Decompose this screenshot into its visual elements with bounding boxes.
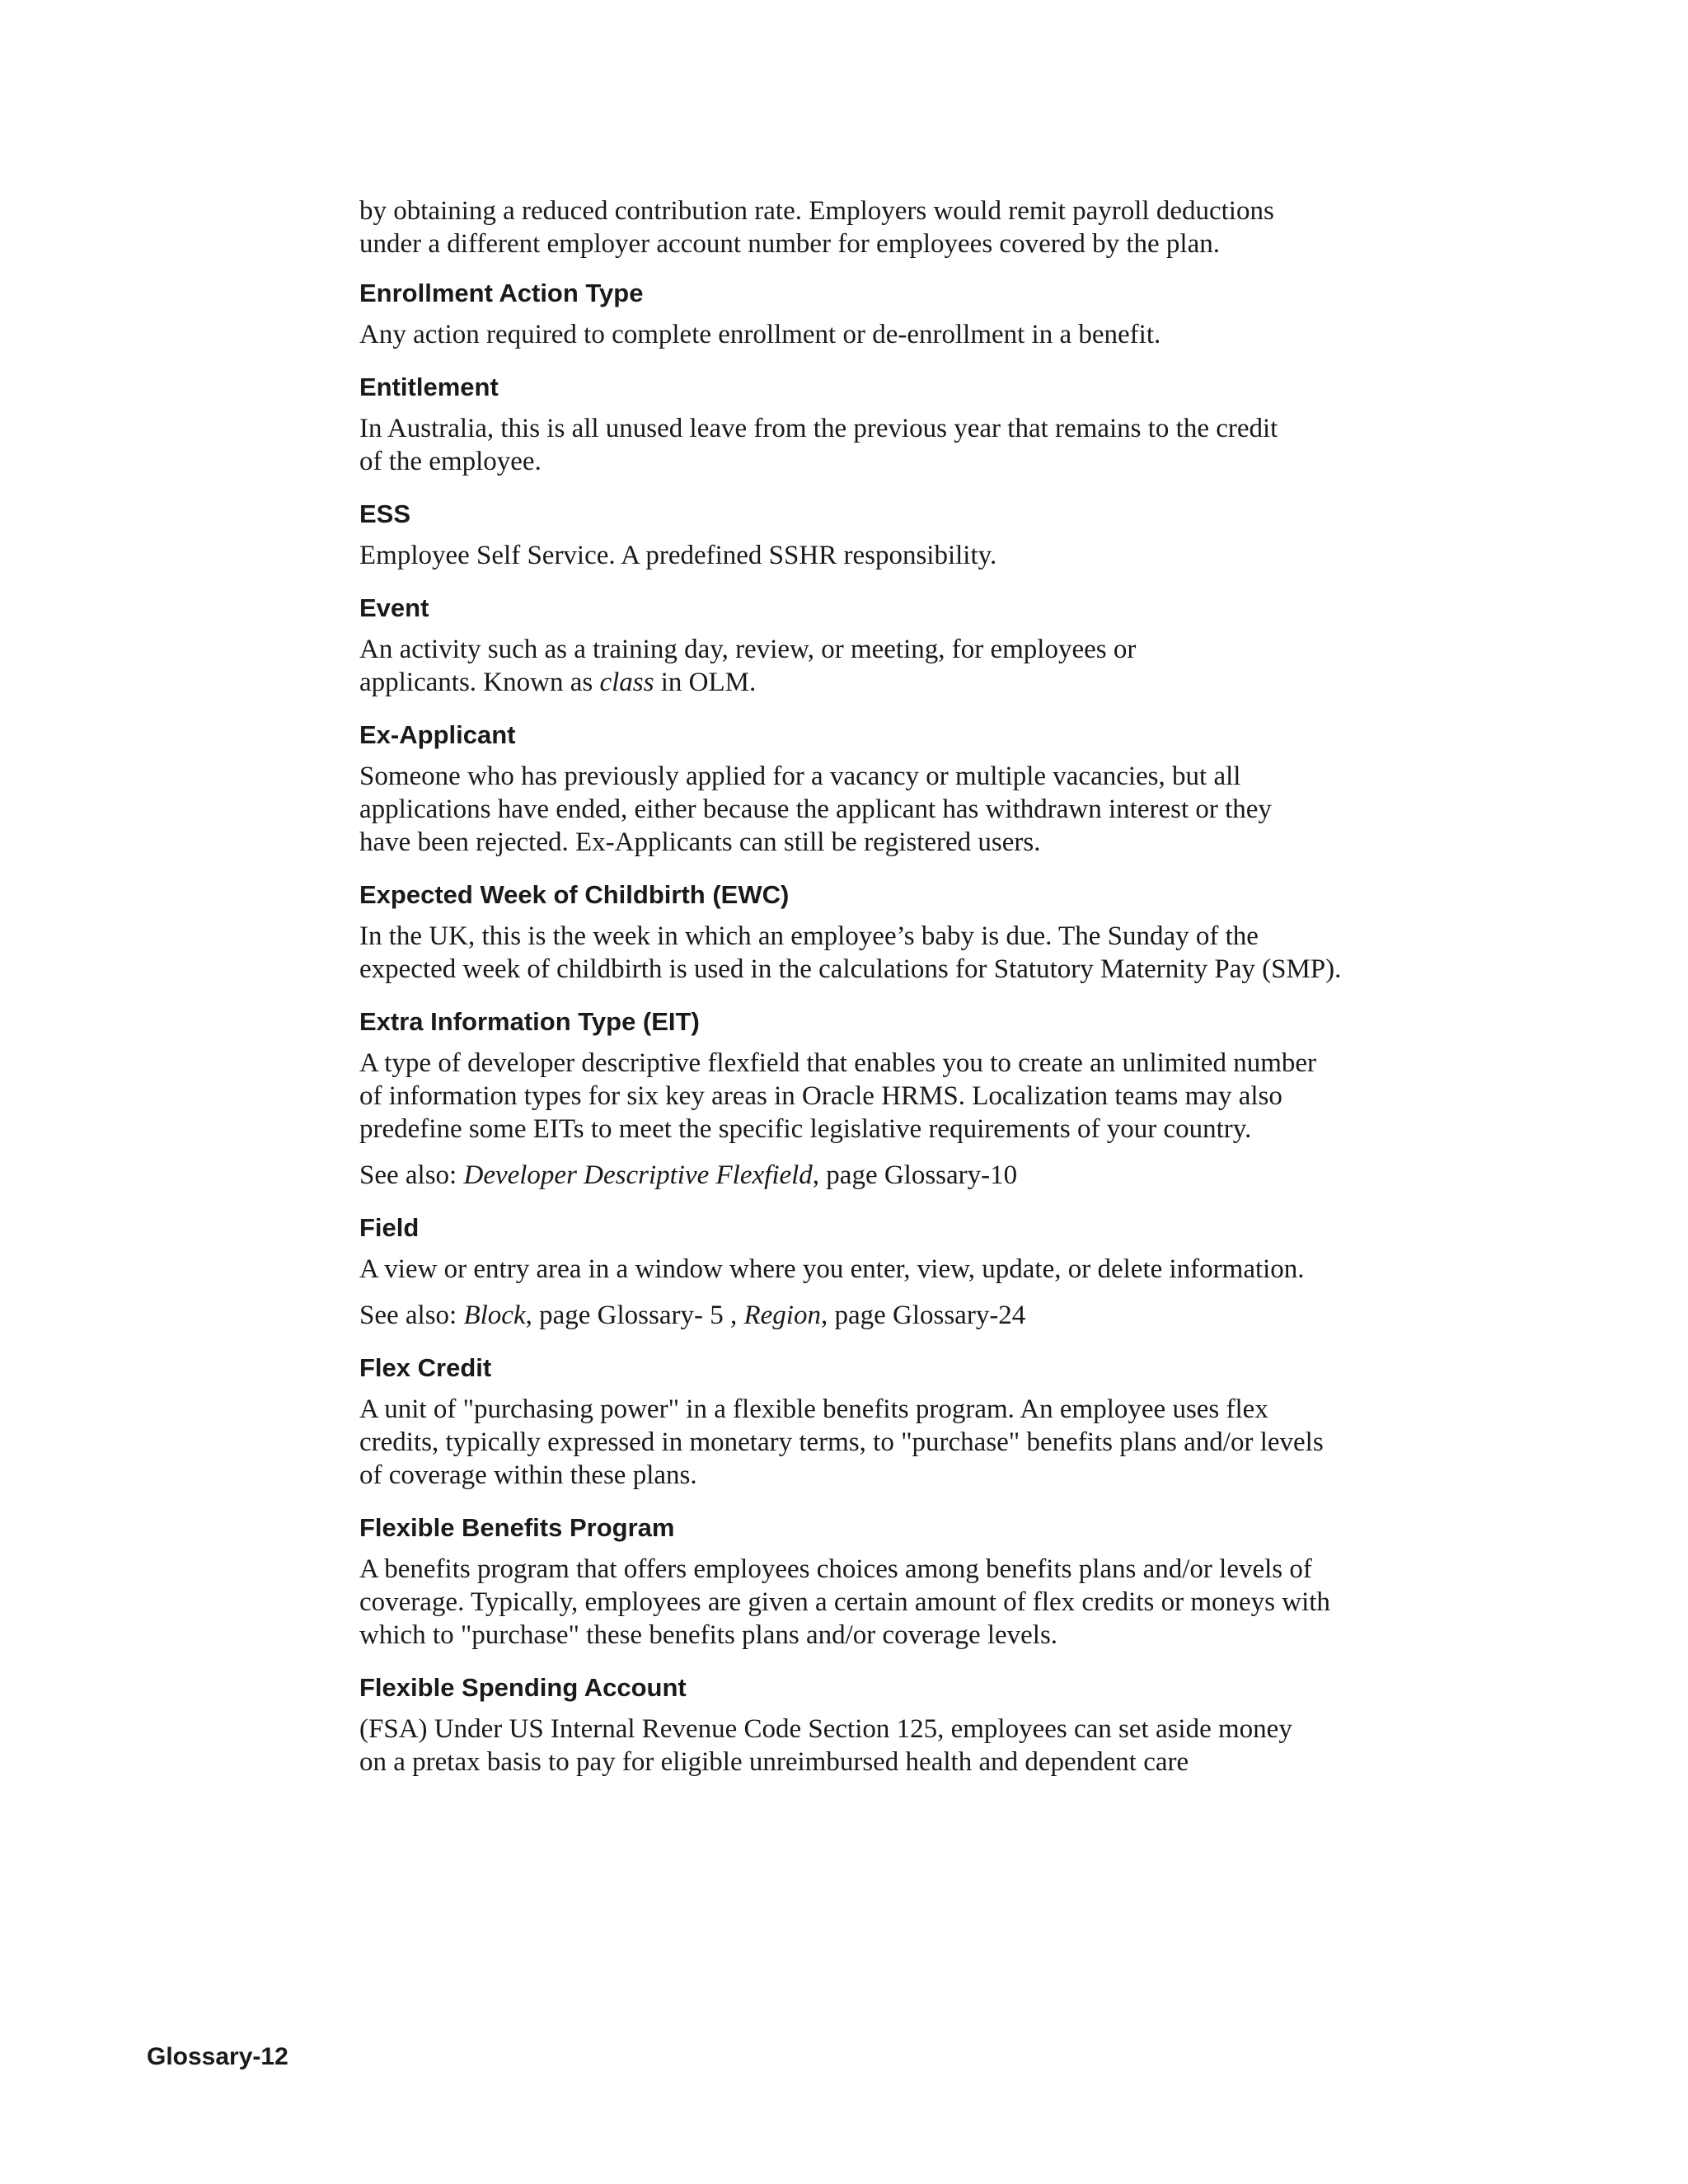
definition-line: which to "purchase" these benefits plans and/or coverage levels. <box>359 1620 1058 1650</box>
see-also-page: , page Glossary- 5 , <box>525 1301 744 1330</box>
see-also <box>359 1159 1447 1192</box>
definition-line: credits, typically expressed in monetary terms, to "purchase" benefits plans and/or levels <box>359 1427 1324 1457</box>
see-also-page: , page Glossary-24 <box>820 1301 1026 1330</box>
intro-line: under a different employer account number for employees covered by the plan. <box>359 229 1220 259</box>
definition-line: have been rejected. Ex-Applicants can still be registered users. <box>359 827 1041 857</box>
see-also <box>359 1299 1447 1332</box>
entry-definition <box>359 760 1447 859</box>
entry-term: ESS <box>359 499 411 528</box>
definition-line: Employee Self Service. A predefined SSHR responsibility. <box>359 541 997 570</box>
glossary-entry <box>359 1352 1447 1492</box>
entry-term: Entitlement <box>359 373 499 401</box>
definition-line: of information types for six key areas in Oracle HRMS. Localization teams may also <box>359 1081 1282 1111</box>
entry-definition <box>359 412 1447 478</box>
see-also-link[interactable]: Developer Descriptive Flexfield <box>463 1160 813 1190</box>
intro-line: by obtaining a reduced contribution rate. Employers would remit payroll deductions <box>359 196 1274 226</box>
glossary-entry <box>359 1511 1447 1652</box>
entry-term: Expected Week of Childbirth (EWC) <box>359 880 790 909</box>
definition-tail: in OLM. <box>654 668 757 697</box>
see-also-page: , page Glossary-10 <box>812 1160 1018 1190</box>
definition-line: A unit of "purchasing power" in a flexible benefits program. An employee uses flex <box>359 1394 1268 1424</box>
entry-definition <box>359 1253 1447 1332</box>
definition-line: expected week of childbirth is used in the calculations for Statutory Maternity Pay (SMP). <box>359 954 1342 984</box>
entry-term: Enrollment Action Type <box>359 279 644 307</box>
entry-term: Event <box>359 593 429 622</box>
page-footer: Glossary-12 <box>147 2043 288 2070</box>
definition-line: applications have ended, either because the applicant has withdrawn interest or they <box>359 794 1272 824</box>
entry-definition <box>359 539 1447 572</box>
glossary-entry <box>359 277 1447 351</box>
see-also-prefix: See also: <box>359 1160 464 1190</box>
entry-definition <box>359 318 1447 351</box>
definition-line: A view or entry area in a window where you enter, view, update, or delete information. <box>359 1254 1305 1284</box>
entry-definition <box>359 1047 1447 1192</box>
definition-line: A benefits program that offers employees choices among benefits plans and/or levels of <box>359 1554 1312 1584</box>
definition-line: of coverage within these plans. <box>359 1460 697 1490</box>
glossary-entry <box>359 1212 1447 1332</box>
definition-line: Any action required to complete enrollment or de-enrollment in a benefit. <box>359 320 1161 349</box>
definition-line: In the UK, this is the week in which an employee’s baby is due. The Sunday of the <box>359 921 1259 951</box>
see-also-link[interactable]: Block <box>463 1301 526 1330</box>
entry-term: Flexible Spending Account <box>359 1673 687 1702</box>
entry-term: Extra Information Type (EIT) <box>359 1007 700 1036</box>
entry-definition <box>359 1553 1447 1652</box>
entry-term: Ex-Applicant <box>359 720 516 749</box>
entry-definition <box>359 633 1447 699</box>
entry-term: Flexible Benefits Program <box>359 1513 675 1542</box>
definition-line: An activity such as a training day, review, or meeting, for employees or <box>359 635 1137 664</box>
glossary-entry <box>359 719 1447 859</box>
definition-line: on a pretax basis to pay for eligible unreimbursed health and dependent care <box>359 1747 1189 1777</box>
glossary-entry <box>359 879 1447 986</box>
glossary-entry <box>359 592 1447 699</box>
definition-line: applicants. Known as <box>359 668 600 697</box>
definition-line: of the employee. <box>359 447 542 476</box>
entry-definition <box>359 1713 1447 1779</box>
definition-line: A type of developer descriptive flexfield that enables you to create an unlimited number <box>359 1048 1317 1078</box>
definition-line: In Australia, this is all unused leave from the previous year that remains to the credit <box>359 414 1278 443</box>
entry-term: Field <box>359 1213 420 1242</box>
entry-definition <box>359 1393 1447 1492</box>
entry-term: Flex Credit <box>359 1353 492 1382</box>
definition-line: coverage. Typically, employees are given a certain amount of flex credits or moneys with <box>359 1587 1330 1617</box>
glossary-page <box>359 194 1447 1798</box>
definition-line: predefine some EITs to meet the specific legislative requirements of your country. <box>359 1114 1252 1144</box>
glossary-entry <box>359 1671 1447 1779</box>
see-also-link[interactable]: Region <box>743 1301 821 1330</box>
see-also-prefix: See also: <box>359 1301 464 1330</box>
glossary-entry <box>359 1005 1447 1192</box>
definition-line: (FSA) Under US Internal Revenue Code Section 125, employees can set aside money <box>359 1714 1292 1744</box>
definition-line: Someone who has previously applied for a vacancy or multiple vacancies, but all <box>359 762 1241 791</box>
intro-paragraph <box>359 194 1447 260</box>
entry-definition <box>359 920 1447 986</box>
glossary-entry <box>359 371 1447 478</box>
italic-term: class <box>599 668 654 697</box>
glossary-entry <box>359 498 1447 572</box>
